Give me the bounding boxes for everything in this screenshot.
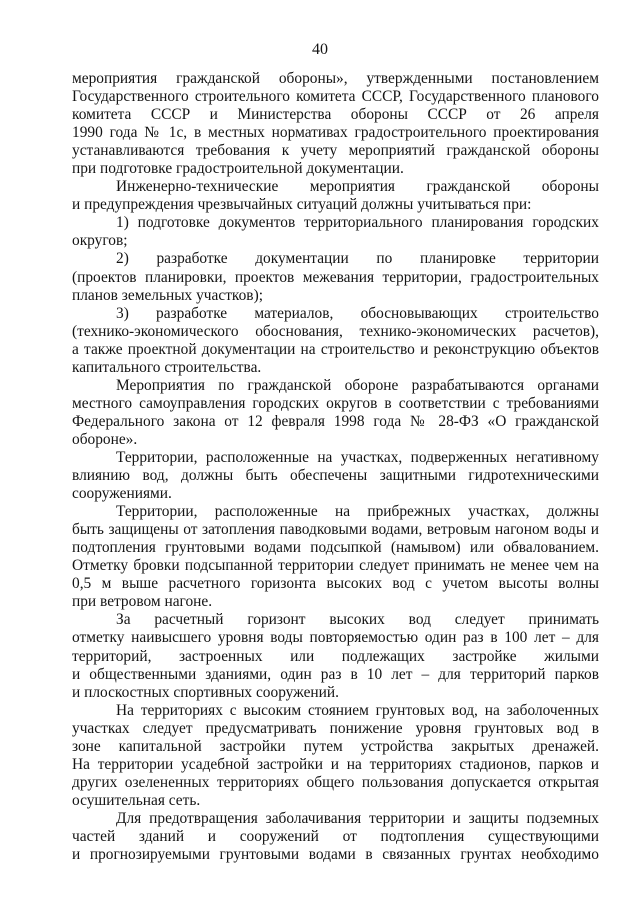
text-line: Территории, расположенные на прибрежных участках, должны	[116, 503, 599, 521]
paragraph	[72, 449, 599, 503]
text-line: при подготовке градостроительной документации.	[72, 160, 404, 178]
text-line: 0,5 м выше расчетного горизонта высоких вод с учетом высоты волны	[72, 575, 599, 593]
text-line: и прогнозируемыми грунтовыми водами в связанных грунтах необходимо	[72, 846, 599, 864]
text-line: местного самоуправления городских округов в соответствии с требованиями	[72, 394, 599, 412]
text-line: частей зданий и сооружений от подтопления существующими	[72, 827, 599, 845]
text-line: Отметку бровки подсыпанной территории следует принимать не менее чем на	[72, 557, 599, 575]
text-line: Государственного строительного комитета СССР, Государственного планового	[72, 88, 599, 106]
paragraph	[72, 503, 599, 611]
text-line: подтопления грунтовыми водами подсыпкой (намывом) или обвалованием.	[72, 539, 599, 557]
text-line: 1) подготовке документов территориального планирования городских	[116, 214, 599, 232]
text-line: сооружениями.	[72, 485, 172, 503]
text-line: На территориях с высоким стоянием грунтовых вод, на заболоченных	[116, 701, 599, 719]
text-line: 1990 года № 1с, в местных нормативах градостроительного проектирования	[72, 124, 599, 142]
text-line: зоне капитальной застройки путем устройства закрытых дренажей.	[72, 737, 599, 755]
text-line: обороне».	[72, 430, 138, 448]
text-line: а также проектной документации на строительство и реконструкцию объектов	[72, 340, 599, 358]
paragraph	[72, 250, 599, 304]
text-line: влиянию вод, должны быть обеспечены защитными гидротехническими	[72, 467, 599, 485]
page-number: 40	[312, 41, 328, 58]
text-line: осушительная сеть.	[72, 791, 201, 809]
paragraph	[72, 702, 599, 810]
text-line: при ветровом нагоне.	[72, 593, 213, 611]
text-line: Мероприятия по гражданской обороне разрабатываются органами	[116, 376, 599, 394]
document-body	[72, 70, 599, 864]
text-line: и предупреждения чрезвычайных ситуаций должны учитываться при:	[72, 196, 532, 214]
text-line: (технико-экономического обоснования, технико-экономических расчетов),	[72, 322, 599, 340]
text-line: отметку наивысшего уровня воды повторяемостью один раз в 100 лет – для	[72, 629, 599, 647]
text-line: (проектов планировки, проектов межевания территории, градостроительных	[72, 268, 599, 286]
text-line: мероприятия гражданской обороны», утвержденными постановлением	[72, 70, 599, 87]
paragraph	[72, 377, 599, 449]
text-line: Для предотвращения заболачивания территории и защиты подземных	[116, 809, 599, 827]
paragraph	[72, 611, 599, 701]
text-line: капитального строительства.	[72, 358, 262, 376]
text-line: Инженерно-технические мероприятия гражданской обороны	[116, 178, 599, 196]
text-line: 2) разработке документации по планировке территории	[116, 250, 599, 268]
text-line: округов;	[72, 232, 128, 250]
paragraph	[72, 305, 599, 377]
text-line: территорий, застроенных или подлежащих застройке жилыми	[72, 647, 599, 665]
text-line: быть защищены от затопления паводковыми водами, ветровым нагоном воды и	[72, 521, 599, 539]
text-line: 3) разработке материалов, обосновывающих строительство	[116, 304, 599, 322]
text-line: и общественными зданиями, один раз в 10 лет – для территорий парков	[72, 665, 599, 683]
text-line: Территории, расположенные на участках, подверженных негативному	[116, 448, 599, 466]
text-line: и плоскостных спортивных сооружений.	[72, 683, 339, 701]
text-line: планов земельных участков);	[72, 286, 263, 304]
text-line: комитета СССР и Министерства обороны СССР от 26 апреля	[72, 106, 599, 124]
paragraph	[72, 214, 599, 250]
text-line: На территории усадебной застройки и на территориях стадионов, парков и	[72, 755, 599, 773]
paragraph	[72, 178, 599, 214]
paragraph	[72, 70, 599, 178]
text-line: Федерального закона от 12 февраля 1998 года № 28-ФЗ «О гражданской	[72, 412, 599, 430]
text-line: участках следует предусматривать понижение уровня грунтовых вод в	[72, 719, 599, 737]
text-line: За расчетный горизонт высоких вод следует принимать	[116, 611, 599, 629]
paragraph	[72, 810, 599, 864]
text-line: других озелененных территориях общего пользования допускается открытая	[72, 773, 599, 791]
text-line: устанавливаются требования к учету мероприятий гражданской обороны	[72, 142, 599, 160]
